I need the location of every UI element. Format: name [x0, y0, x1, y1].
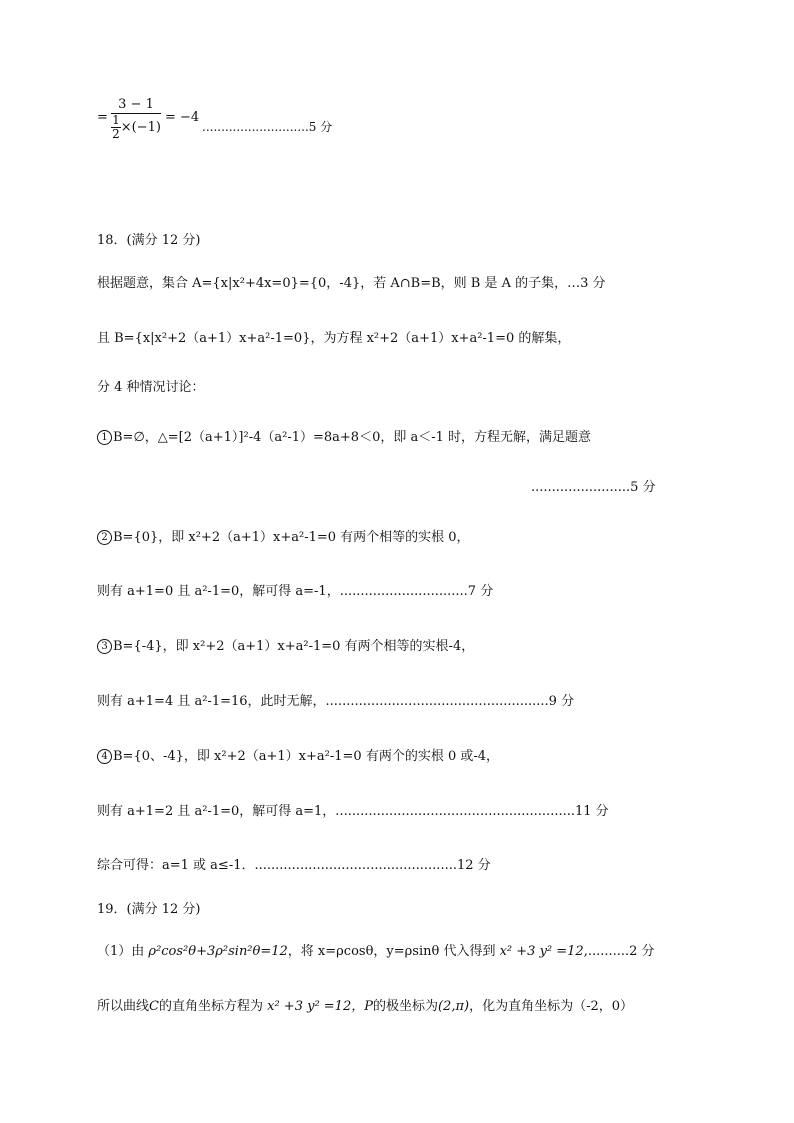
fraction [111, 96, 161, 141]
polar-coordinate: (2,π) [437, 999, 470, 1014]
q18-summary: 综合可得：a=1 或 a≤-1．.................................................12 分 [97, 858, 491, 873]
equals-sign: = [97, 110, 108, 125]
q18-case4-result: 则有 a+1=2 且 a²-1=0，解可得 a=1，..........................................................11 分 [97, 804, 609, 819]
q19-part1-cont: 所以曲线C的直角坐标方程为 x² +3 y² =12，P的极坐标为(2,π)，化为直角坐标为（-2，0） [97, 999, 634, 1014]
q19-part1: （1）由 ρ²cos²θ+3ρ²sin²θ=12，将 x=ρcosθ，y=ρsinθ 代入得到 x² +3 y² =12,..........2 分 [97, 944, 655, 959]
q18-case1-score: ........................5 分 [531, 480, 656, 495]
q19-header: 19．(满分 12 分) [97, 902, 201, 917]
half-fraction: $\frac{1}{2}$ [112, 113, 120, 141]
q18-case3-result: 则有 a+1=4 且 a²-1=16，此时无解，......................................................9 分 [97, 694, 575, 709]
q18-case2-result: 则有 a+1=0 且 a²-1=0，解可得 a=-1，...............................7 分 [97, 584, 494, 599]
polar-equation: ρ²cos²θ+3ρ²sin²θ=12 [148, 944, 288, 959]
fraction-result: = −4 [165, 110, 200, 125]
q18-case4: 4 B={0、-4}，即 x²+2（a+1）x+a²-1=0 有两个的实根 0 或-4， [97, 748, 499, 766]
circled-number-1: 1 [97, 430, 112, 445]
q18-case3: 3 B={-4}，即 x²+2（a+1）x+a²-1=0 有两个相等的实根-4， [97, 638, 474, 656]
q18-line1: 根据题意，集合 A={x|x²+4x=0}={0，-4}，若 A∩B=B，则 B 是 A 的子集，…3 分 [97, 276, 606, 291]
fraction-numerator: 3 − 1 [111, 96, 161, 114]
q18-case1: 1 B=∅，△=[2（a+1）]²-4（a²-1）=8a+8＜0，即 a＜-1 时，方程无解，满足题意 [97, 429, 591, 447]
q18-line3: 分 4 种情况讨论： [97, 380, 205, 395]
q18-line2: 且 B={x|x²+2（a+1）x+a²-1=0}，为方程 x²+2（a+1）x+a²-1=0 的解集， [97, 331, 571, 346]
cartesian-equation-2: x² +3 y² =12 [267, 999, 352, 1014]
circled-number-3: 3 [97, 639, 112, 654]
fraction-denominator: $\frac{1}{2}$ ×(−1) [112, 113, 161, 141]
cartesian-equation: x² +3 y² =12 [499, 944, 584, 959]
q18-header: 18．(满分 12 分) [97, 233, 201, 248]
q18-case2: 2 B={0}，即 x²+2（a+1）x+a²-1=0 有两个相等的实根 0， [97, 529, 470, 547]
score-dots: ............................5 分 [202, 120, 333, 134]
circled-number-4: 4 [97, 749, 112, 764]
circled-number-2: 2 [97, 530, 112, 545]
